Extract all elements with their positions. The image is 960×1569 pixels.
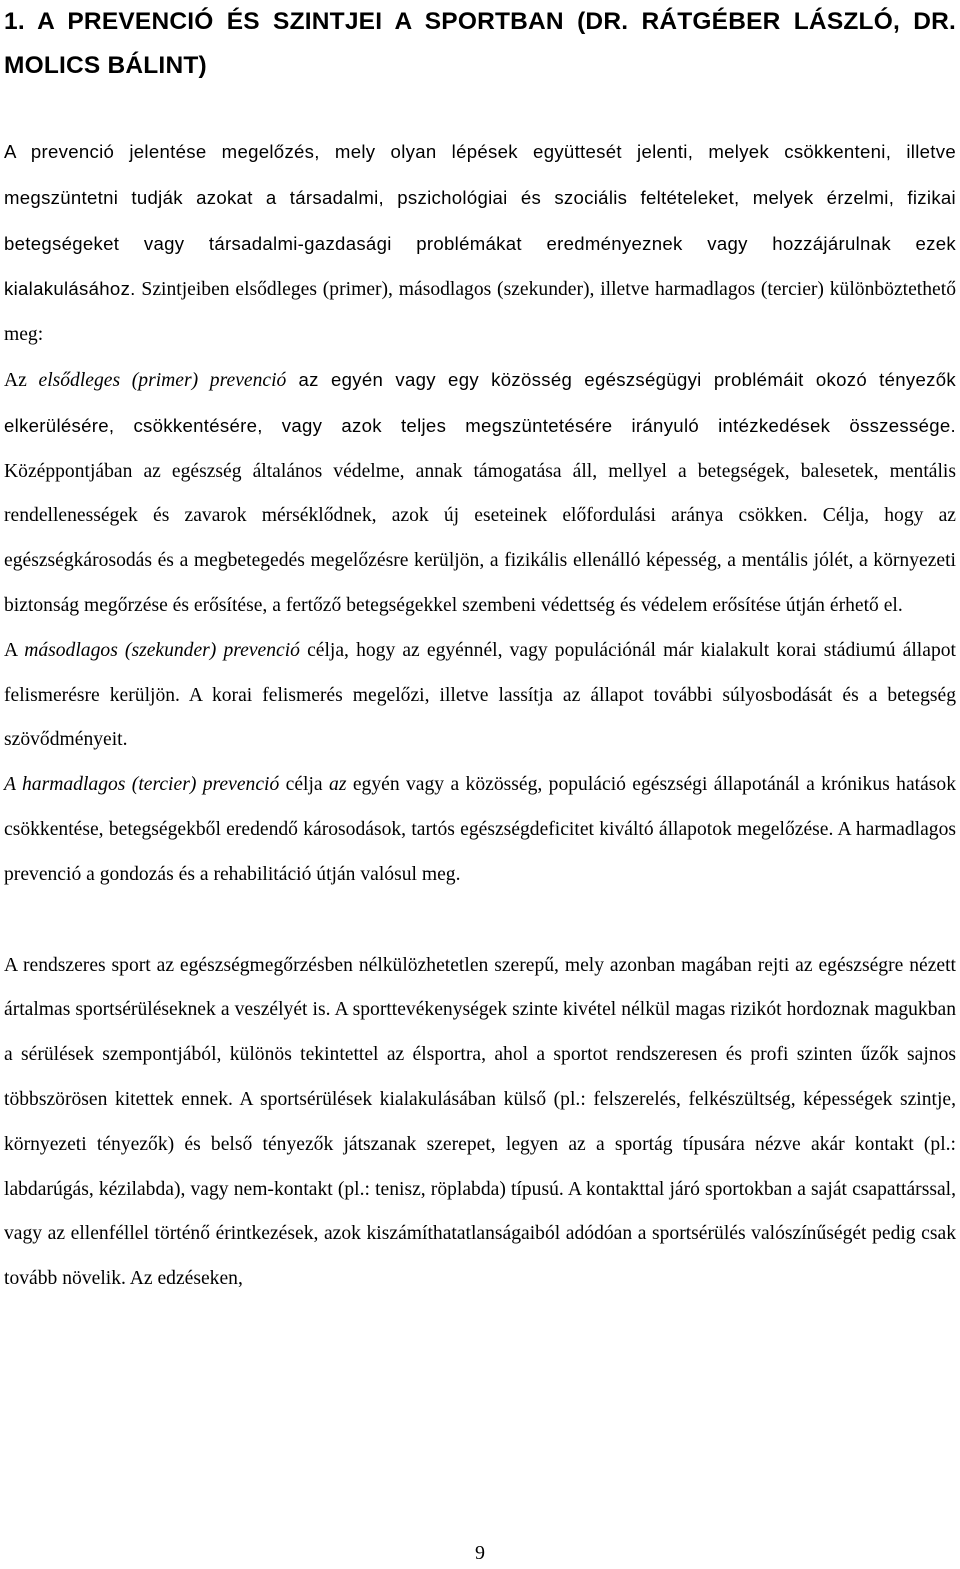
definition-text: A prevenció jelentése megelőzés, mely olyan lépések együttesét jelenti, melyek csökkenteni, illetve megszüntetni tudják azokat a társadalmi, pszichológiai és szociális feltételeket, melyek érzelmi, fizikai betegségeket vagy társadalmi-gazdasági problémákat eredményeznek vagy hozzájárulnak ezek kialakulásához. xyxy=(4,141,956,300)
primary-prevention-term: elsődleges (primer) prevenció xyxy=(38,369,287,391)
paragraph-prevention-definition xyxy=(4,130,956,358)
tertiary-prevention-term: A harmadlagos (tercier) prevenció xyxy=(4,774,280,796)
paragraph-spacer xyxy=(4,898,956,944)
document-page xyxy=(4,0,956,1302)
paragraph-primary-prevention: Az elsődleges (primer) prevenció az egyén vagy egy közösség egészségügyi problémáit okozó tényezők elkerülésére, csökkentésére, vagy azok teljes megszüntetésére irányuló intézkedések összessége. Középpontjában az egészség általános védelme, annak támogatása áll, mellyel a betegségek, balesetek, mentális rendellenességek és zavarok mérséklődnek, azok új eseteinek előfordulási aránya csökken. Célja, hogy az egészségkárosodás és a megbetegedés megelőzésre kerüljön, a fizikális ellenálló képesség, a mentális jólét, a környezeti biztonság megőrzése és erősítése, a fertőző betegségekkel szembeni védettség és védelem erősítése útján érhető el. xyxy=(4,368,957,616)
paragraph-secondary-prevention: A másodlagos (szekunder) prevenció célja, hogy az egyénnél, vagy populációnál már kialakult korai stádiumú állapot felismerésre kerüljön. A korai felismerés megelőzi, illetve lassítja az állapot további súlyosbodását és a betegség szövődményeit. xyxy=(4,639,956,751)
levels-intro-text: Szintjeiben elsődleges (primer), másodlagos (szekunder), illetve harmadlagos (tercier) különböztethető meg: xyxy=(4,279,956,346)
page-number: 9 xyxy=(475,1542,485,1564)
secondary-prevention-term: másodlagos (szekunder) prevenció xyxy=(24,639,300,661)
paragraph-sport-injuries: A rendszeres sport az egészségmegőrzésben nélkülözhetetlen szerepű, mely azonban magában rejti az egészségre nézett ártalmas sportsérüléseknek a veszélyét is. A sporttevékenységek szinte kivétel nélkül magas rizikót hordoznak magukban a sérülések szempontjából, különös tekintettel az élsportra, ahol a sportot rendszeresen és profi szinten űzők sajnos többszörösen kitettek ennek. A sportsérülések kialakulásában külső (pl.: felszerelés, felkészültség, képességek szintje, környezeti tényezők) és belső tényezők játszanak szerepet, legyen az a sportág típusára nézve akár kontakt (pl.: labdarúgás, kézilabda), vagy nem-kontakt (pl.: tenisz, röplabda) típusú. A kontakttal járó sportokban a saját csapattárssal, vagy az ellenféllel történő érintkezések, azok kiszámíthatatlanságaiból adódóan a sportsérülés valószínűségét pedig csak tovább növelik. Az edzéseken, xyxy=(4,954,956,1290)
paragraph-tertiary-prevention: A harmadlagos (tercier) prevenció célja az egyén vagy a közösség, populáció egészségi állapotánál a krónikus hatások csökkentése, betegségekből eredendő károsodások, tartós egészségdeficitet kiváltó állapotok megelőzése. A harmadlagos prevenció a gondozás és a rehabilitáció útján valósul meg. xyxy=(4,774,956,885)
section-heading: 1. A PREVENCIÓ ÉS SZINTJEI A SPORTBAN (DR. RÁTGÉBER LÁSZLÓ, DR. MOLICS BÁLINT) xyxy=(4,8,956,79)
